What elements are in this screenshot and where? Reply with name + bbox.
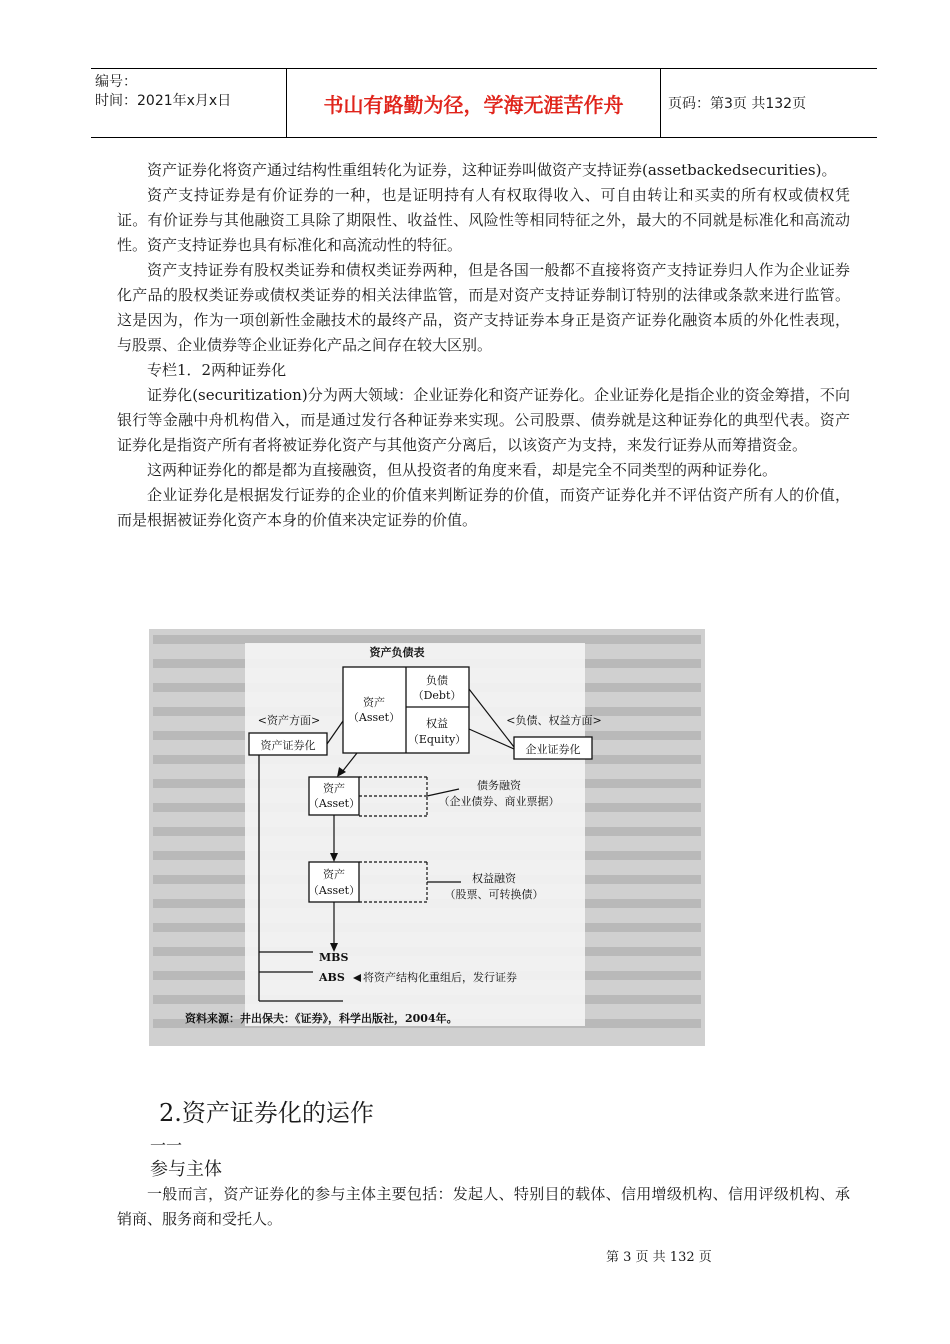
asset3-label: 资产	[323, 868, 345, 881]
paragraph: 一般而言，资产证券化的参与主体主要包括：发起人、特别目的载体、信用增级机构、信用评级机构、承销商、服务商和受托人。	[117, 1185, 850, 1228]
paragraph: 资产支持证券是有价证券的一种，也是证明持有人有权取得收入、可自由转让和买卖的所有权或债权凭证。有价证券与其他融资工具除了期限性、收益性、风险性等相同特征之外，最大的不同就是标准化和高流动性。资产支持证券也具有标准化和高流动性的特征。	[117, 186, 850, 254]
equity-en-label: （Equity）	[407, 733, 467, 746]
section-title: 2.资产证券化的运作	[159, 1099, 374, 1127]
section-text-block	[117, 1182, 850, 1232]
page-header	[91, 68, 877, 138]
equity-financing-label: 权益融资	[472, 872, 516, 885]
debt-financing-label: 债务融资	[477, 779, 521, 792]
corporate-securitization-label: 企业证券化	[525, 743, 581, 756]
securitization-figure	[149, 629, 705, 1046]
page-footer: 第 3 页 共 132 页	[606, 1250, 712, 1265]
paragraph: 企业证券化是根据发行证券的企业的价值来判断证券的价值，而资产证券化并不评估资产所有人的价值，而是根据被证券化资产本身的价值来决定证券的价值。	[117, 486, 850, 529]
abs-label: ABS	[319, 971, 345, 984]
section-subtitle: 参与主体	[150, 1159, 222, 1180]
number-label: 编号：	[95, 74, 137, 90]
equity-financing-sub: （股票、可转换债）	[444, 888, 544, 901]
liab-side-label: <负债、权益方面>	[506, 714, 602, 727]
paragraph: 资产支持证券有股权类证券和债权类证券两种，但是各国一般都不直接将资产支持证券归人作为企业证券化产品的股权类证券或债权类证券的相关法律监管，而是对资产支持证券制订特别的法律或条款来进行监管。这是因为，作为一项创新性金融技术的最终产品，资产支持证券本身正是资产证券化融资本质的外化性表现，与股票、企业债券等企业证券化产品之间存在较大区别。	[117, 261, 850, 354]
paragraph: 证券化(securitization)分为两大领域：企业证券化和资产证券化。企业证券化是指企业的资金筹措，不向银行等金融中舟机构借入，而是通过发行各种证券来实现。公司股票、债券就是这种证券化的典型代表。资产证券化是指资产所有者将被证券化资产与其他资产分离后，以该资产为支持，来发行证券从而筹措资金。	[117, 386, 850, 454]
asset-en-label: （Asset）	[347, 711, 401, 724]
mbs-label: MBS	[319, 951, 349, 964]
abs-note: 将资产结构化重组后，发行证券	[363, 971, 517, 984]
asset2-label: 资产	[323, 782, 345, 795]
debt-financing-sub: （企业债券、商业票据）	[438, 795, 560, 808]
asset-side-label: <资产方面>	[257, 714, 321, 727]
paragraph: 资产证券化将资产通过结构性重组转化为证券，这种证券叫做资产支持证券(assetbackedsecurities)。	[147, 161, 837, 179]
paragraph: 这两种证券化的都是都为直接融资，但从投资者的角度来看，却是完全不同类型的两种证券化。	[147, 461, 778, 479]
asset3-en-label: （Asset）	[307, 884, 361, 897]
time-label: 时间：2021年x月x日	[95, 93, 232, 109]
header-meta	[91, 69, 286, 137]
header-page-label: 页码：第3页 共132页	[668, 96, 807, 112]
figure-source: 资料来源：井出保夫：《证券》，科学出版社，2004年。	[185, 1012, 458, 1025]
debt-label: 负债	[426, 674, 448, 687]
asset2-en-label: （Asset）	[307, 797, 361, 810]
asset-securitization-label: 资产证券化	[260, 739, 316, 752]
section-dash: 一一	[150, 1136, 183, 1155]
balance-sheet-title: 资产负债表	[369, 646, 425, 659]
header-motto: 书山有路勤为径，学海无涯苦作舟	[286, 69, 661, 137]
main-text	[117, 158, 850, 533]
debt-en-label: （Debt）	[412, 689, 462, 702]
equity-label: 权益	[426, 717, 448, 730]
asset-label: 资产	[363, 696, 385, 709]
column-title: 专栏1．2两种证券化	[147, 361, 287, 379]
